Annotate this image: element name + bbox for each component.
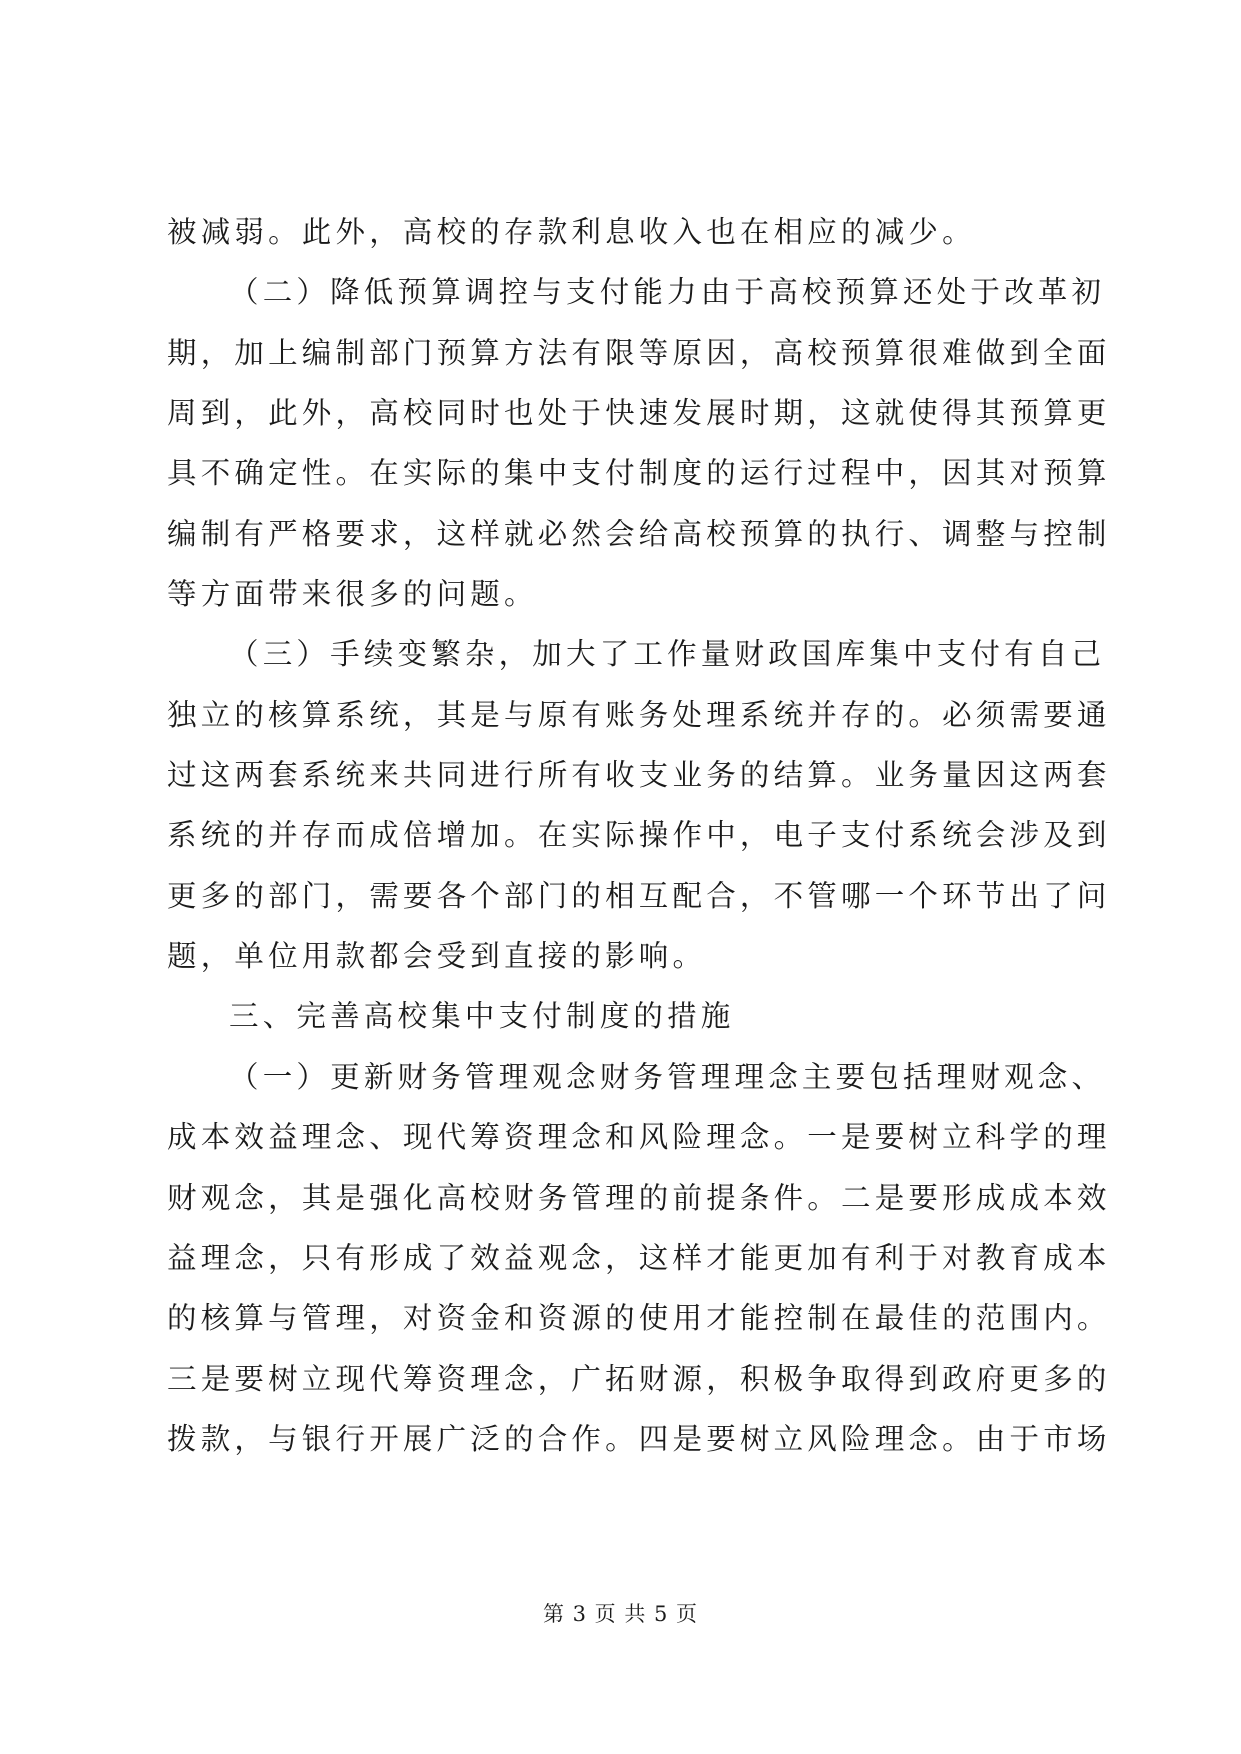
text-line: （三）手续变繁杂，加大了工作量财政国库集中支付有自己 [229,637,1106,672]
text-line: 成本效益理念、现代筹资理念和风险理念。一是要树立科学的理 [167,1120,1111,1155]
text-line: 编制有严格要求，这样就必然会给高校预算的执行、调整与控制 [167,516,1111,551]
text-line: 具不确定性。在实际的集中支付制度的运行过程中，因其对预算 [167,456,1111,491]
text-line: 拨款，与银行开展广泛的合作。四是要树立风险理念。由于市场 [167,1421,1111,1456]
text-line: 更多的部门，需要各个部门的相互配合，不管哪一个环节出了问 [167,878,1111,913]
text-line: 被减弱。此外，高校的存款利息收入也在相应的减少。 [167,215,976,249]
text-line: 等方面带来很多的问题。 [167,577,538,612]
text-line: 三是要树立现代筹资理念，广拓财源，积极争取得到政府更多的 [167,1361,1111,1396]
text-line: 财观念，其是强化高校财务管理的前提条件。二是要形成成本效 [167,1180,1111,1215]
text-line: （二）降低预算调控与支付能力由于高校预算还处于改革初 [229,275,1106,310]
text-line: 题，单位用款都会受到直接的影响。 [167,939,707,974]
text-line: 周到，此外，高校同时也处于快速发展时期，这就使得其预算更 [167,396,1111,431]
text-line: （一）更新财务管理观念财务管理理念主要包括理财观念、 [229,1059,1106,1094]
text-line: 独立的核算系统，其是与原有账务处理系统并存的。必须需要通 [167,697,1111,732]
text-line: 的核算与管理，对资金和资源的使用才能控制在最佳的范围内。 [167,1301,1111,1336]
text-line: 过这两套系统来共同进行所有收支业务的结算。业务量因这两套 [167,758,1111,793]
page-footer: 第 3 页 共 5 页 [542,1602,699,1626]
text-line: 益理念，只有形成了效益观念，这样才能更加有利于对教育成本 [167,1240,1111,1275]
text-line: 三、完善高校集中支付制度的措施 [229,999,735,1034]
body-text [167,202,1111,1469]
text-line: 期，加上编制部门预算方法有限等原因，高校预算很难做到全面 [167,335,1111,370]
text-line: 系统的并存而成倍增加。在实际操作中，电子支付系统会涉及到 [167,818,1111,853]
